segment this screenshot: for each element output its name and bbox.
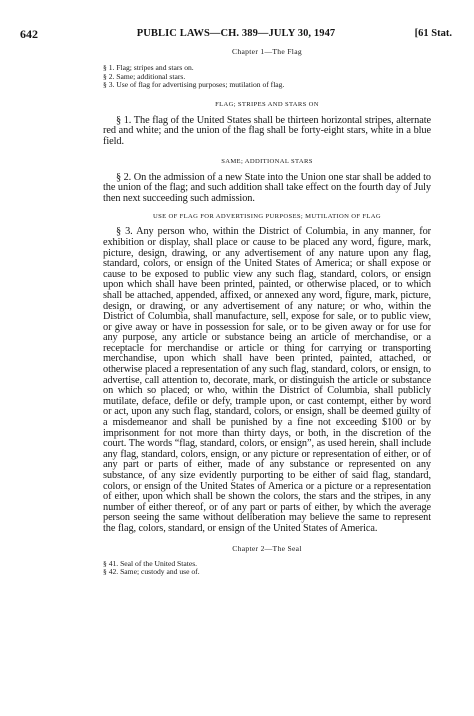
document-body (103, 47, 431, 577)
page-header (20, 27, 452, 41)
chapter-1-contents (103, 64, 431, 90)
page-number: 642 (20, 27, 38, 41)
toc-item: § 41. Seal of the United States. (103, 558, 198, 568)
toc-item: § 3. Use of flag for advertising purposes; mutilation of flag. (103, 80, 285, 90)
toc-item: § 1. Flag; stripes and stars on. (103, 63, 194, 72)
section-3-text: § 3. Any person who, within the District of Columbia, in any manner, for exhibition or display, shall place or cause to be placed any word, figure, mark, picture, design, drawing, or any advertisement of any nature upon any flag, standard, colors, or ensign of the United States of America; or shall expose or cause to be exposed to public view any such flag, standard, colors, or ensign upon which shall have been printed, painted, or otherwise placed, or to which shall be attached, appended, affixed, or annexed any word, figure, mark, picture, design, or drawing, or any advertisement of any nature; or who, within the District of Columbia, shall manufacture, sell, expose for sale, or to public view, or give away or have in possession for sale, or to be given away or for use for any purpose, any article or substance being an article of merchandise, or a receptacle for merchandise or article or thing for carrying or transporting merchandise, upon which shall have been printed, painted, attached, or otherwise placed a representation of any such flag, standard, colors, or ensign, to advertise, call attention to, decorate, mark, or distinguish the article or substance on which so placed; or who, within the District of Columbia, shall publicly mutilate, deface, defile or defy, trample upon, or cast contempt, either by word or act, upon any such flag, standard, colors, or ensign, shall be deemed guilty of a misdemeanor and shall be punished by a fine not exceeding $100 or by imprisonment for not more than thirty days, or both, in the discretion of the court. The words “flag, standard, colors, or ensign”, as used herein, shall include any flag, standard, colors, ensign, or any picture or representation of either, or of any part or parts of either, made of any substance or represented on any substance, of any size evidently purporting to be either of said flag, standard, colors, or ensign of the United States of America or a picture or a representation of either, upon which shall be shown the colors, the stars and the stripes, in any number of either thereof, or of any part or parts of either, by which the average person seeing the same without deliberation may believe the same to represent the flag, colors, standard, or ensign of the United States of America. (103, 226, 431, 534)
section-2-heading: SAME; ADDITIONAL STARS (221, 157, 313, 165)
section-2-text: § 2. On the admission of a new State into the Union one star shall be added to the union of the flag; and such addition shall take effect on the fourth day of July then next succeeding such admission. (103, 171, 431, 204)
running-title: PUBLIC LAWS—CH. 389—JULY 30, 1947 (136, 28, 336, 39)
chapter-2-title: Chapter 2—The Seal (232, 543, 302, 553)
chapter-1-title: Chapter 1—The Flag (232, 47, 302, 56)
section-1-heading: FLAG; STRIPES AND STARS ON (215, 100, 319, 108)
chapter-2-contents (103, 560, 431, 577)
volume-reference: [61 Stat. (414, 28, 452, 39)
toc-item: § 42. Same; custody and use of. (103, 567, 200, 577)
toc-item: § 2. Same; additional stars. (103, 71, 186, 81)
section-3-heading: USE OF FLAG FOR ADVERTISING PURPOSES; MUTILATION OF FLAG (152, 213, 382, 221)
section-1-text: § 1. The flag of the United States shall be thirteen horizontal stripes, alternate red and white; and the union of the flag shall be forty-eight stars, white in a blue field. (103, 114, 431, 147)
